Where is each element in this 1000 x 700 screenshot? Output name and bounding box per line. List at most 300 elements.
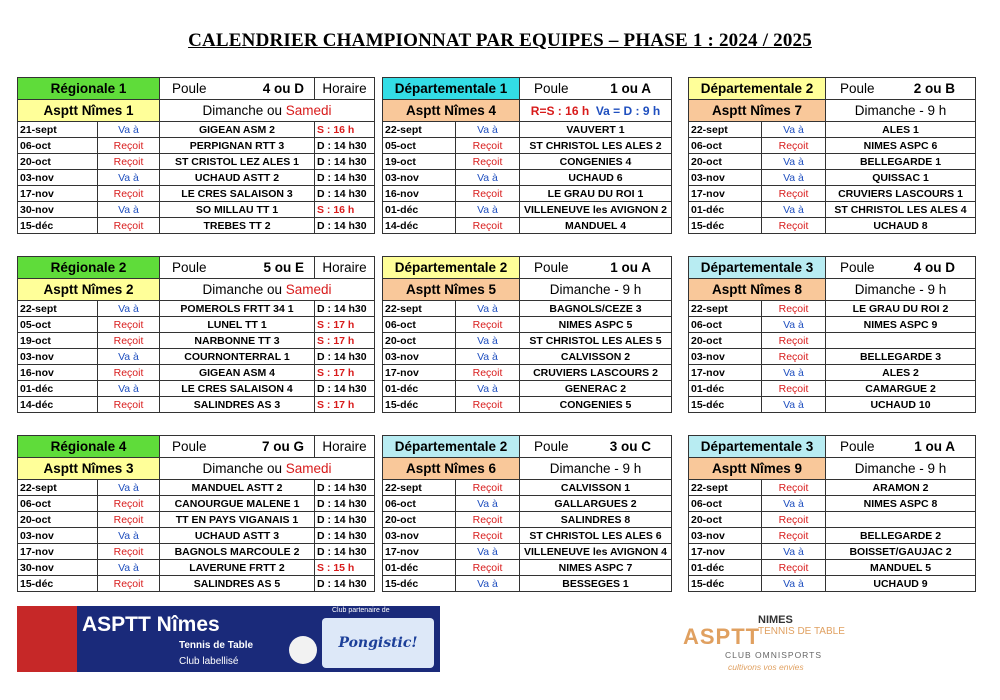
opponent: SO MILLAU TT 1 [160,202,315,218]
match-venue: Reçoit [98,218,160,234]
opponent: COURNONTERRAL 1 [160,349,315,365]
opponent: BAGNOLS/CEZE 3 [520,301,672,317]
poule-cell [826,78,976,100]
match-row [18,560,375,576]
match-venue: Va à [456,301,520,317]
match-date: 20-oct [383,512,456,528]
opponent: ARAMON 2 [826,480,976,496]
horaire-label: Horaire [315,257,375,279]
match-row [383,154,672,170]
match-venue: Reçoit [762,333,826,349]
match-time: S : 16 h [315,202,375,218]
match-date: 03-nov [18,170,98,186]
opponent: VILLENEUVE les AVIGNON 2 [520,202,672,218]
opponent: VAUVERT 1 [520,122,672,138]
match-row [689,381,976,397]
match-date: 15-déc [383,576,456,592]
match-venue: Reçoit [98,317,160,333]
poule-cell [826,257,976,279]
match-row [383,544,672,560]
match-time: D : 14 h30 [315,170,375,186]
match-venue: Reçoit [762,512,826,528]
poule-value: 2 ou B [913,81,955,96]
opponent: UCHAUD 10 [826,397,976,413]
match-row [383,576,672,592]
match-venue: Va à [762,154,826,170]
match-time: D : 14 h30 [315,381,375,397]
opponent: UCHAUD ASTT 3 [160,528,315,544]
match-venue: Reçoit [98,365,160,381]
poule-label: Poule [534,260,569,275]
match-venue: Reçoit [456,317,520,333]
match-date: 15-déc [18,576,98,592]
opponent: SALINDRES 8 [520,512,672,528]
opponent: POMEROLS FRTT 34 1 [160,301,315,317]
match-date: 01-déc [18,381,98,397]
banner-label: Club labellisé [179,656,239,667]
team-name: Asptt Nîmes 2 [18,279,160,301]
match-date: 19-oct [18,333,98,349]
match-row [383,365,672,381]
match-row [689,512,976,528]
schedule-table [17,77,375,234]
schedule-note: Dimanche - 9 h [826,458,976,480]
match-date: 06-oct [383,496,456,512]
poule-label: Poule [172,439,207,454]
match-venue: Va à [98,349,160,365]
match-venue: Va à [762,365,826,381]
match-venue: Reçoit [762,138,826,154]
match-time: S : 16 h [315,122,375,138]
opponent: LUNEL TT 1 [160,317,315,333]
match-date: 30-nov [18,202,98,218]
match-date: 22-sept [383,301,456,317]
schedule-table [688,435,976,592]
match-date: 03-nov [383,349,456,365]
opponent: MANDUEL 5 [826,560,976,576]
match-venue: Va à [98,301,160,317]
match-date: 06-oct [18,496,98,512]
opponent: ALES 2 [826,365,976,381]
opponent: CONGENIES 5 [520,397,672,413]
opponent: NARBONNE TT 3 [160,333,315,349]
league-name: Départementale 3 [689,436,826,458]
opponent: LAVERUNE FRTT 2 [160,560,315,576]
poule-value: 4 ou D [262,81,304,96]
match-venue: Reçoit [98,154,160,170]
match-row [689,122,976,138]
poule-value: 3 ou C [609,439,651,454]
match-date: 20-oct [18,154,98,170]
poule-label: Poule [840,439,875,454]
poule-value: 1 ou A [610,81,651,96]
poule-cell [160,78,315,100]
team-name: Asptt Nîmes 3 [18,458,160,480]
match-date: 03-nov [18,528,98,544]
schedule-note-alt: Samedi [285,461,332,476]
league-name: Départementale 2 [383,436,520,458]
opponent: CAMARGUE 2 [826,381,976,397]
poule-value: 7 ou G [261,439,304,454]
match-row [689,170,976,186]
match-venue: Reçoit [762,186,826,202]
match-venue: Va à [456,170,520,186]
match-venue: Va à [762,170,826,186]
match-venue: Va à [762,122,826,138]
match-date: 20-oct [689,333,762,349]
opponent: LE GRAU DU ROI 1 [520,186,672,202]
schedule-table [17,256,375,413]
opponent: LE GRAU DU ROI 2 [826,301,976,317]
match-venue: Reçoit [98,186,160,202]
match-date: 06-oct [689,317,762,333]
match-row [18,202,375,218]
match-time: D : 14 h30 [315,496,375,512]
opponent: NIMES ASPC 8 [826,496,976,512]
league-name: Départementale 2 [383,257,520,279]
match-row [18,480,375,496]
match-row [689,365,976,381]
opponent: GIGEAN ASM 2 [160,122,315,138]
match-venue: Reçoit [456,186,520,202]
schedule-note-alt: Samedi [285,282,332,297]
asptt-omnisports-logo [683,612,883,684]
match-date: 16-nov [383,186,456,202]
opponent: CONGENIES 4 [520,154,672,170]
match-venue: Va à [762,544,826,560]
opponent [826,512,976,528]
match-row [383,349,672,365]
partner-label: Club partenaire de [332,607,390,614]
match-row [689,301,976,317]
match-row [689,560,976,576]
opponent: CALVISSON 2 [520,349,672,365]
match-date: 22-sept [383,122,456,138]
team-name: Asptt Nîmes 8 [689,279,826,301]
opponent: LE CRES SALAISON 3 [160,186,315,202]
schedule-note [160,279,375,301]
match-date: 20-oct [18,512,98,528]
opponent: NIMES ASPC 5 [520,317,672,333]
match-date: 22-sept [689,480,762,496]
match-date: 01-déc [689,560,762,576]
match-venue: Reçoit [98,333,160,349]
opponent: BOISSET/GAUJAC 2 [826,544,976,560]
match-date: 17-nov [689,544,762,560]
match-date: 15-déc [689,218,762,234]
opponent: ST CHRISTOL LES ALES 6 [520,528,672,544]
match-venue: Va à [762,317,826,333]
opponent: NIMES ASPC 6 [826,138,976,154]
opponent: CRUVIERS LASCOURS 1 [826,186,976,202]
match-row [18,381,375,397]
opponent: GIGEAN ASM 4 [160,365,315,381]
opponent: NIMES ASPC 7 [520,560,672,576]
match-row [383,202,672,218]
league-name: Départementale 2 [689,78,826,100]
opponent: ST CHRISTOL LES ALES 5 [520,333,672,349]
match-time: S : 17 h [315,333,375,349]
opponent: BELLEGARDE 3 [826,349,976,365]
league-name: Régionale 4 [18,436,160,458]
match-row [689,218,976,234]
match-date: 03-nov [18,349,98,365]
opponent: BAGNOLS MARCOULE 2 [160,544,315,560]
opponent: GENERAC 2 [520,381,672,397]
poule-value: 1 ou A [914,439,955,454]
match-date: 01-déc [689,202,762,218]
schedule-table [382,77,672,234]
match-row [18,154,375,170]
match-venue: Reçoit [456,138,520,154]
poule-label: Poule [172,260,207,275]
match-time: D : 14 h30 [315,480,375,496]
match-venue: Reçoit [98,397,160,413]
match-venue: Reçoit [456,560,520,576]
match-row [383,512,672,528]
opponent: SALINDRES AS 5 [160,576,315,592]
schedule-note-main: Dimanche ou [202,282,286,297]
match-time: S : 17 h [315,317,375,333]
schedule-table [382,256,672,413]
match-row [18,317,375,333]
match-time: S : 15 h [315,560,375,576]
match-date: 03-nov [383,170,456,186]
match-date: 17-nov [18,186,98,202]
opponent: PERPIGNAN RTT 3 [160,138,315,154]
match-venue: Va à [762,576,826,592]
match-row [18,186,375,202]
match-row [18,349,375,365]
match-row [689,202,976,218]
match-date: 22-sept [689,301,762,317]
match-date: 01-déc [689,381,762,397]
match-venue: Va à [98,202,160,218]
opponent: VILLENEUVE les AVIGNON 4 [520,544,672,560]
match-date: 03-nov [689,528,762,544]
team-name: Asptt Nîmes 4 [383,100,520,122]
match-date: 17-nov [18,544,98,560]
pongistic-logo: Pongistic! [322,618,434,668]
opponent: ST CHRISTOL LES ALES 2 [520,138,672,154]
schedule-table [688,77,976,234]
horaire-label: Horaire [315,78,375,100]
schedule-note-home: R=S : 16 h [530,103,590,118]
match-row [18,170,375,186]
match-venue: Reçoit [456,512,520,528]
match-venue: Reçoit [98,512,160,528]
match-row [18,218,375,234]
match-venue: Reçoit [762,218,826,234]
poule-label: Poule [172,81,207,96]
match-date: 15-déc [383,397,456,413]
schedule-note-away: Va = D : 9 h [595,103,661,118]
asptt-nimes-banner-logo [17,606,440,672]
match-date: 19-oct [383,154,456,170]
match-venue: Reçoit [456,218,520,234]
match-date: 22-sept [18,301,98,317]
match-row [689,186,976,202]
opponent: UCHAUD ASTT 2 [160,170,315,186]
match-venue: Va à [456,349,520,365]
opponent [826,333,976,349]
match-row [383,138,672,154]
match-date: 03-nov [689,349,762,365]
opponent: TREBES TT 2 [160,218,315,234]
opponent: BESSEGES 1 [520,576,672,592]
match-row [689,349,976,365]
match-date: 01-déc [383,560,456,576]
opponent: LE CRES SALAISON 4 [160,381,315,397]
poule-value: 5 ou E [263,260,304,275]
match-date: 15-déc [18,218,98,234]
opponent: GALLARGUES 2 [520,496,672,512]
horaire-label: Horaire [315,436,375,458]
match-venue: Va à [456,333,520,349]
poule-value: 4 ou D [913,260,955,275]
match-row [383,186,672,202]
match-date: 15-déc [689,576,762,592]
opponent: BELLEGARDE 1 [826,154,976,170]
match-venue: Va à [762,202,826,218]
match-venue: Va à [456,544,520,560]
poule-label: Poule [534,81,569,96]
match-date: 03-nov [689,170,762,186]
match-row [689,138,976,154]
opponent: CANOURGUE MALENE 1 [160,496,315,512]
team-name: Asptt Nîmes 1 [18,100,160,122]
match-venue: Va à [98,170,160,186]
match-date: 03-nov [383,528,456,544]
match-venue: Va à [98,122,160,138]
schedule-note-main: Dimanche ou [202,103,286,118]
opponent: UCHAUD 9 [826,576,976,592]
match-venue: Reçoit [98,576,160,592]
poule-cell [520,436,672,458]
match-venue: Va à [456,202,520,218]
poule-cell [160,436,315,458]
match-row [383,122,672,138]
schedule-note: Dimanche - 9 h [826,279,976,301]
match-date: 14-déc [18,397,98,413]
opponent: ST CRISTOL LEZ ALES 1 [160,154,315,170]
opponent: NIMES ASPC 9 [826,317,976,333]
match-venue: Va à [762,397,826,413]
poule-cell [826,436,976,458]
schedule-note: Dimanche - 9 h [826,100,976,122]
opponent: BELLEGARDE 2 [826,528,976,544]
match-time: D : 14 h30 [315,576,375,592]
match-date: 01-déc [383,202,456,218]
match-venue: Reçoit [456,154,520,170]
match-venue: Reçoit [762,349,826,365]
match-date: 06-oct [689,138,762,154]
match-venue: Va à [98,480,160,496]
schedule-table [382,435,672,592]
match-row [689,544,976,560]
opponent: UCHAUD 6 [520,170,672,186]
match-date: 17-nov [383,544,456,560]
match-row [689,154,976,170]
opponent: ST CHRISTOL LES ALES 4 [826,202,976,218]
opponent: MANDUEL ASTT 2 [160,480,315,496]
match-time: D : 14 h30 [315,544,375,560]
opponent: ALES 1 [826,122,976,138]
league-name: Départementale 3 [689,257,826,279]
poule-cell [520,257,672,279]
match-row [383,560,672,576]
opponent: CALVISSON 1 [520,480,672,496]
match-date: 05-oct [18,317,98,333]
schedule-table [688,256,976,413]
match-venue: Reçoit [456,528,520,544]
schedule-note [160,458,375,480]
ping-pong-ball-icon [289,636,317,664]
match-row [383,528,672,544]
match-venue: Va à [456,576,520,592]
match-venue: Reçoit [98,138,160,154]
schedule-note: Dimanche - 9 h [520,458,672,480]
match-row [383,397,672,413]
match-venue: Reçoit [762,480,826,496]
nimes-label: NIMES [758,614,793,626]
match-venue: Reçoit [98,496,160,512]
tt-label: TENNIS DE TABLE [758,626,845,637]
asptt-wordmark: ASPTT [683,624,761,649]
match-venue: Va à [98,560,160,576]
match-row [18,576,375,592]
match-venue: Va à [98,528,160,544]
match-row [18,138,375,154]
match-date: 17-nov [689,365,762,381]
match-time: D : 14 h30 [315,301,375,317]
match-row [18,365,375,381]
poule-label: Poule [534,439,569,454]
match-date: 01-déc [383,381,456,397]
match-date: 22-sept [383,480,456,496]
opponent: QUISSAC 1 [826,170,976,186]
match-row [689,397,976,413]
match-venue: Reçoit [98,544,160,560]
poule-value: 1 ou A [610,260,651,275]
poule-label: Poule [840,81,875,96]
match-venue: Va à [456,381,520,397]
opponent: MANDUEL 4 [520,218,672,234]
match-date: 20-oct [383,333,456,349]
match-time: D : 14 h30 [315,154,375,170]
match-row [383,170,672,186]
match-row [383,218,672,234]
match-row [18,544,375,560]
team-name: Asptt Nîmes 6 [383,458,520,480]
match-row [18,333,375,349]
match-date: 20-oct [689,512,762,528]
schedule-note-alt: Samedi [285,103,332,118]
match-date: 22-sept [689,122,762,138]
match-date: 06-oct [689,496,762,512]
match-date: 15-déc [689,397,762,413]
schedule-note [160,100,375,122]
poule-label: Poule [840,260,875,275]
schedule-table [17,435,375,592]
match-row [383,333,672,349]
match-date: 16-nov [18,365,98,381]
match-time: D : 14 h30 [315,186,375,202]
poule-cell [160,257,315,279]
match-date: 20-oct [689,154,762,170]
match-date: 21-sept [18,122,98,138]
banner-subtitle: Tennis de Table [179,640,254,651]
